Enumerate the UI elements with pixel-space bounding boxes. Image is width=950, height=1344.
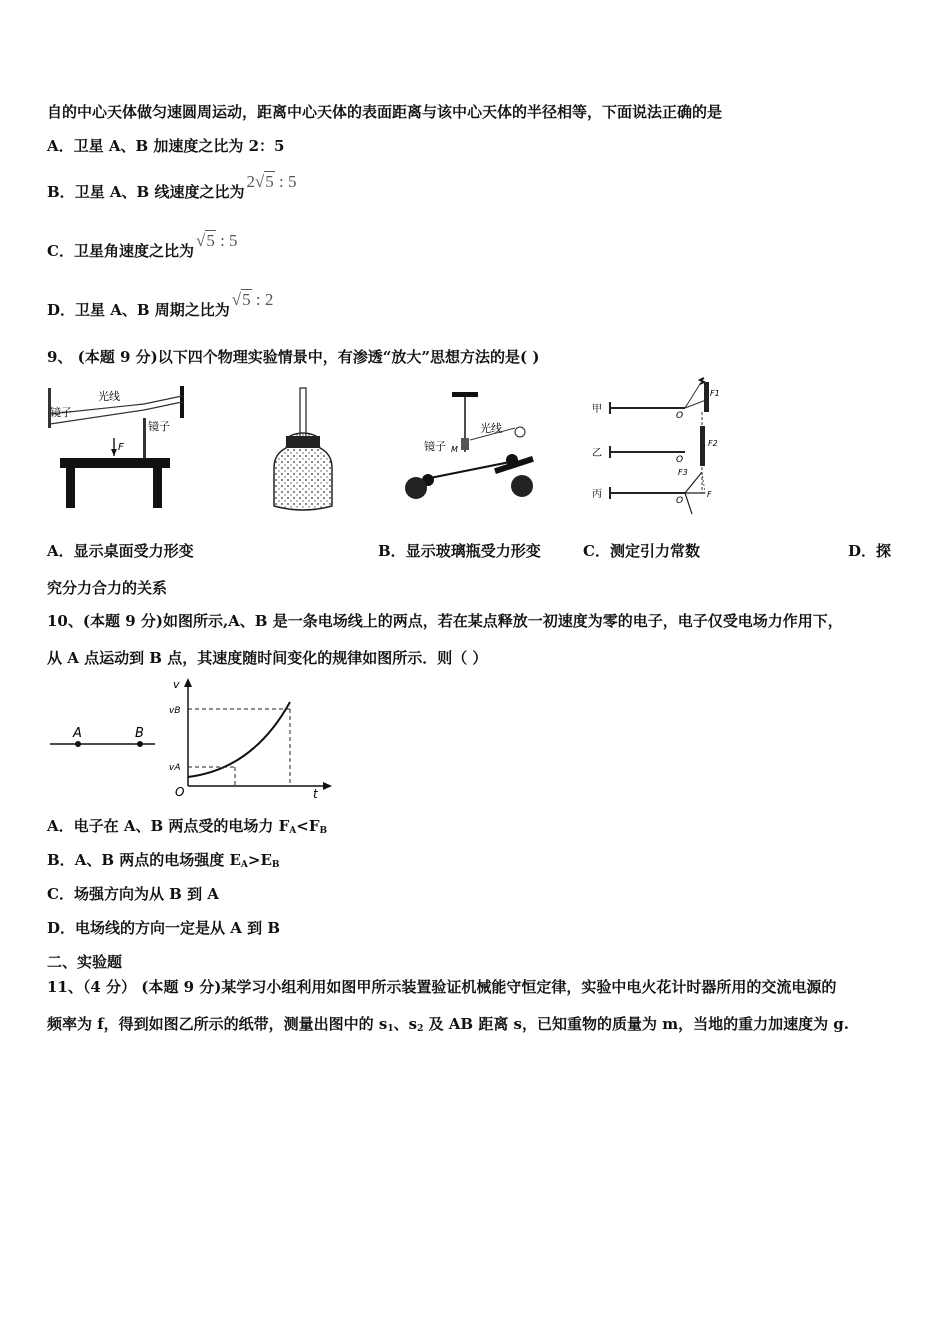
option-text: 卫星 A、B 线速度之比为 — [74, 183, 245, 201]
q9-option-b[interactable]: B．显示玻璃瓶受力形变 — [378, 542, 541, 560]
option-key: A． — [47, 137, 74, 155]
math-ratio: √5 : 2 — [231, 290, 274, 309]
label-force: F — [118, 442, 124, 453]
q8-option-d[interactable] — [47, 290, 274, 320]
q9-option-d[interactable]: D．探 — [848, 542, 892, 560]
velocity-time-graph — [169, 678, 332, 801]
q10-option-b[interactable]: B．A、B 两点的电场强度 $E_A>E_B$ — [47, 851, 280, 870]
q8-option-a[interactable] — [47, 136, 285, 156]
q9-figures — [40, 376, 730, 521]
math-ratio: 2√5 : 5 — [246, 172, 297, 191]
label-o3: O — [676, 496, 684, 506]
label-light-c: 光线 — [480, 422, 502, 435]
q8-option-b[interactable] — [47, 172, 297, 202]
label-f2: F2 — [708, 439, 718, 448]
q9-option-c[interactable]: C．测定引力常数 — [583, 542, 700, 560]
label-f: F — [707, 490, 712, 499]
label-mirror-c: 镜子 — [424, 440, 446, 453]
option-text: 卫星 A、B 加速度之比为 2：5 — [73, 137, 285, 155]
figure-force-composition — [592, 378, 720, 514]
option-text: 卫星角速度之比为 — [73, 242, 194, 260]
q8-option-c[interactable] — [47, 231, 238, 261]
label-f3: F3 — [678, 468, 688, 477]
label-light: 光线 — [98, 390, 120, 403]
label-t-axis: t — [313, 787, 318, 801]
label-o1: O — [676, 411, 684, 421]
figure-table-mirrors — [48, 386, 184, 508]
q10-stem-1: 10、(本题 9 分)如图所示,A、B 是一条电场线上的两点，若在某点释放一初速度为零的电子，电子仅受电场力作用下， — [47, 612, 843, 630]
label-f1: F1 — [710, 389, 720, 398]
q9-stem: 9、 (本题 9 分)以下四个物理实验情景中，有渗透“放大”思想方法的是( ) — [47, 348, 540, 366]
q11-line-1: 11、（4 分） (本题 9 分)某学习小组利用如图甲所示装置验证机械能守恒定律，实验中电火花计时器所用的交流电源的 — [47, 978, 837, 996]
q10-option-c[interactable]: C．场强方向为从 B 到 A — [47, 885, 219, 903]
label-point-b: B — [135, 726, 144, 741]
field-line-figure — [50, 726, 155, 747]
label-va: vA — [169, 763, 181, 773]
label-point-a: A — [73, 726, 82, 741]
q10-option-a[interactable]: A．电子在 A、B 两点受的电场力 $F_A<F_B$ — [47, 817, 328, 836]
q10-stem-2: 从 A 点运动到 B 点，其速度随时间变化的规律如图所示．则（ ） — [47, 649, 488, 667]
label-yi: 乙 — [592, 448, 602, 459]
section-heading: 二、实验题 — [47, 953, 123, 971]
label-m: M — [451, 445, 458, 454]
option-text: 卫星 A、B 周期之比为 — [75, 301, 230, 319]
q8-stem-tail: 自的中心天体做匀速圆周运动，距离中心天体的表面距离与该中心天体的半径相等，下面说法正确的是 — [47, 103, 723, 121]
label-mirror-right: 镜子 — [148, 420, 170, 433]
option-key: D． — [47, 301, 76, 319]
label-vb: vB — [169, 706, 181, 716]
figure-glass-bottle — [274, 388, 332, 510]
q9-option-d-cont: 究分力合力的关系 — [47, 579, 168, 597]
label-v-axis: v — [173, 678, 180, 691]
q10-figures — [45, 674, 345, 804]
q9-option-a[interactable]: A．显示桌面受力形变 — [47, 542, 194, 560]
option-key: B． — [47, 183, 75, 201]
math-ratio: √5 : 5 — [195, 231, 238, 250]
q11-line-2: 频率为 f，得到如图乙所示的纸带，测量出图中的 $s_1$、$s_2$ 及 AB 距离 s，已知重物的质量为 m，当地的重力加速度为 g. — [47, 1015, 850, 1034]
q10-option-d[interactable]: D．电场线的方向一定是从 A 到 B — [47, 919, 280, 937]
label-origin: O — [175, 785, 185, 799]
label-bing: 丙 — [592, 489, 602, 500]
label-jia: 甲 — [592, 404, 602, 415]
label-mirror-left: 镜子 — [50, 406, 72, 419]
label-o2: O — [676, 455, 684, 465]
figure-torsion-balance — [405, 392, 534, 499]
option-key: C． — [47, 242, 74, 260]
